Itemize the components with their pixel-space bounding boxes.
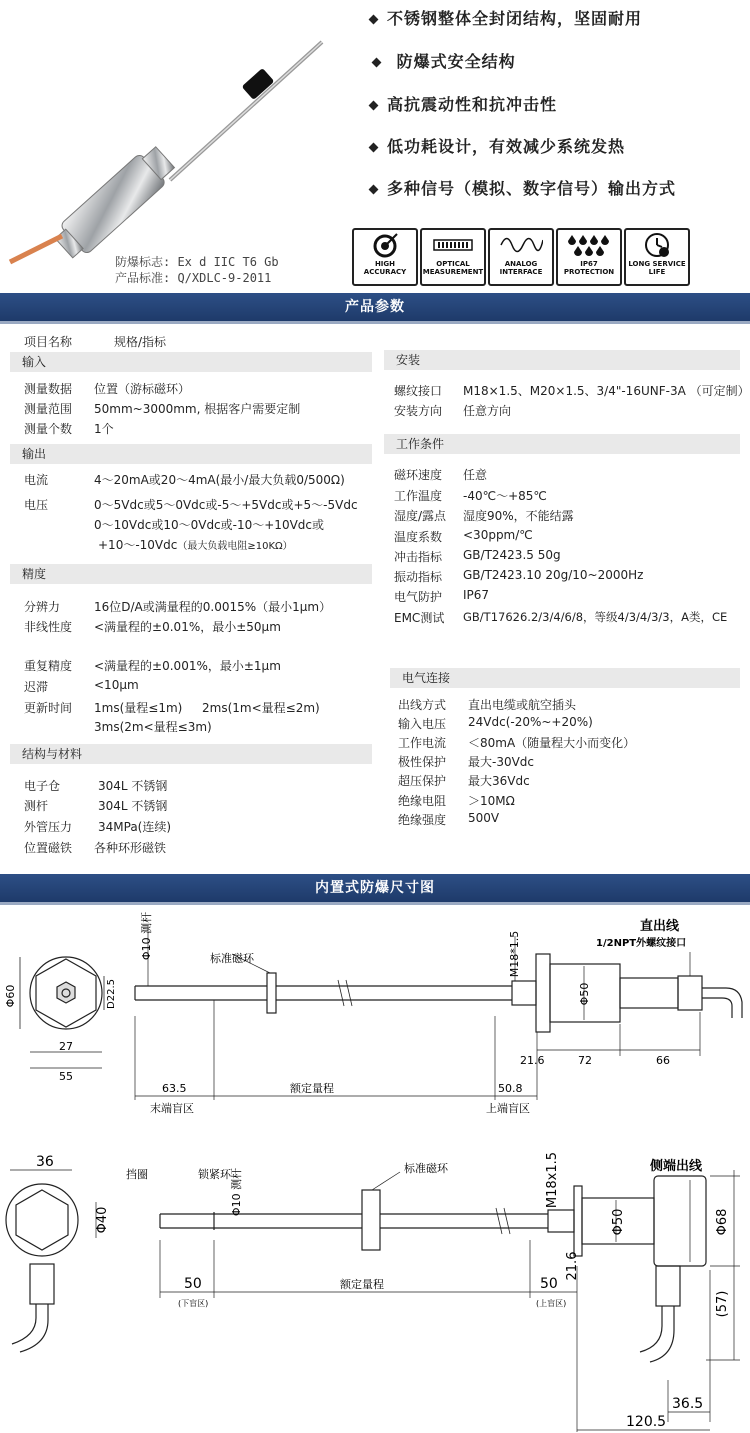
badge-optical-measurement: OPTICAL MEASUREMENT xyxy=(420,228,486,286)
npt-label: 1/2NPT外螺纹接口 xyxy=(596,938,687,949)
product-standard: 产品标准: Q/XDLC-9-2011 xyxy=(115,271,272,285)
feature-item: 多种信号（模拟、数字信号）输出方式 xyxy=(370,176,676,199)
dim-57: (57) xyxy=(715,1290,730,1318)
section-electrical-title: 电气连接 xyxy=(390,668,740,688)
dim-phi40: Φ40 xyxy=(95,1206,110,1234)
spec-value: +10～-10Vdc（最大负载电阻≥10KΩ） xyxy=(98,538,293,552)
ruler-icon xyxy=(433,237,473,253)
dim-50-8: 50.8 xyxy=(498,1082,523,1095)
spec-value: M18×1.5、M20×1.5、3/4"-16UNF-3A （可定制） xyxy=(463,384,750,398)
spec-value: 304L 不锈钢 xyxy=(98,799,168,813)
dead-zone-end: 末端盲区 xyxy=(150,1102,194,1115)
spec-label: 超压保护 xyxy=(398,774,447,788)
spec-label: 工作电流 xyxy=(398,736,447,750)
spec-value: 直出电缆或航空插头 xyxy=(468,698,577,712)
dim-50-upper: 50 xyxy=(540,1276,558,1292)
spec-label: 输入电压 xyxy=(398,717,447,731)
dimensions-band: 内置式防爆尺寸图 xyxy=(0,874,750,902)
badge-high-accuracy: HIGH ACCURACY xyxy=(352,228,418,286)
params-band: 产品参数 xyxy=(0,293,750,321)
end-view-flange-2 xyxy=(6,1184,78,1256)
spec-label: 冲击指标 xyxy=(394,550,443,564)
spec-label: 极性保护 xyxy=(398,755,447,769)
spec-label: 测量个数 xyxy=(24,422,73,436)
feature-item: 不锈钢整体全封闭结构，坚固耐用 xyxy=(370,6,642,29)
section-install-title: 安装 xyxy=(384,350,740,370)
spec-value: <10μm xyxy=(94,678,139,692)
spec-value: GB/T2423.10 20g/10~2000Hz xyxy=(463,568,644,582)
electronics-housing-2 xyxy=(654,1176,706,1266)
badge-long-service-life: LONG SERVICE LIFE xyxy=(624,228,690,286)
spec-value: 24Vdc(-20%~+20%) xyxy=(468,715,593,729)
spec-label: 磁环速度 xyxy=(394,468,443,482)
spec-label: 测量数据 xyxy=(24,382,73,396)
diamond-bullet-icon xyxy=(369,185,379,195)
diamond-bullet-icon xyxy=(369,143,379,153)
spec-label: 电流 xyxy=(24,473,49,487)
dim-d22-5: D22.5 xyxy=(106,979,117,1009)
rated-range-1: 额定量程 xyxy=(290,1082,334,1095)
dim-120-5: 120.5 xyxy=(626,1414,667,1430)
section-material-title: 结构与材料 xyxy=(10,744,372,764)
product-hero xyxy=(0,0,750,292)
spec-label: 绝缘强度 xyxy=(398,813,447,827)
target-icon xyxy=(372,232,398,258)
spec-value: 34MPa(连续) xyxy=(98,820,172,834)
spec-value: 位置（游标磁环） xyxy=(94,382,191,396)
magnet-label-2: 标准磁环 xyxy=(404,1162,448,1175)
spec-label: 分辨力 xyxy=(24,600,61,614)
lock-ring-label: 锁紧环 xyxy=(198,1168,231,1181)
feature-item: 防爆式安全结构 xyxy=(373,49,516,72)
drawing2-title: 侧端出线 xyxy=(650,1159,703,1174)
spec-value: 任意方向 xyxy=(463,404,512,418)
rod-label: Φ10 测杆 xyxy=(140,911,153,961)
magnet-label: 标准磁环 xyxy=(210,952,254,965)
end-view-nut xyxy=(57,982,75,1003)
spec-value: 4～20mA或20～4mA(最小/最大负载0/500Ω) xyxy=(94,473,345,487)
spec-value: 3ms(2m<量程≤3m) xyxy=(94,720,212,734)
header-spec: 规格/指标 xyxy=(114,335,167,349)
spec-label: 电子仓 xyxy=(24,779,61,793)
stop-ring-label: 挡圈 xyxy=(126,1168,148,1181)
dim-21-6-2: 21.6 xyxy=(565,1251,580,1281)
gland-1 xyxy=(678,976,702,1010)
spec-label: 湿度/露点 xyxy=(394,509,447,523)
explosion-proof-mark: 防爆标志: Ex d IIC T6 Gb xyxy=(115,255,279,269)
spec-value: 0～10Vdc或10～0Vdc或-10～+10Vdc或 xyxy=(94,518,325,532)
dim-phi50-2: Φ50 xyxy=(611,1208,626,1236)
section-input-title: 输入 xyxy=(10,352,372,372)
spec-value: 最大36Vdc xyxy=(468,774,530,788)
spec-value: 304L 不锈钢 xyxy=(98,779,168,793)
rod-label-2: Φ10 测杆 xyxy=(230,1167,243,1217)
flange-1 xyxy=(536,954,550,1032)
drawing-side-cable xyxy=(0,1140,750,1432)
section-output-title: 输出 xyxy=(10,444,372,464)
section-precision-title: 精度 xyxy=(10,564,372,584)
spec-value: 2ms(1m<量程≤2m) xyxy=(202,701,320,715)
spec-label: 螺纹接口 xyxy=(394,384,443,398)
spec-label: 位置磁铁 xyxy=(24,841,73,855)
spec-value: 1ms(量程≤1m) xyxy=(94,701,183,715)
dim-phi68: Φ68 xyxy=(715,1208,730,1236)
spec-value: 50mm~3000mm, 根据客户需要定制 xyxy=(94,402,301,416)
dim-72: 72 xyxy=(578,1054,592,1067)
spec-label: 绝缘电阻 xyxy=(398,794,447,808)
sine-wave-icon xyxy=(499,234,543,256)
spec-value: 0～5Vdc或5～0Vdc或-5～+5Vdc或+5～-5Vdc xyxy=(94,498,358,512)
water-drops-icon xyxy=(566,233,612,257)
spec-value: 湿度90%，不能结露 xyxy=(463,509,574,523)
spec-label: 迟滞 xyxy=(24,680,49,694)
spec-value: 任意 xyxy=(463,468,488,482)
spec-value: ＞10MΩ xyxy=(468,794,515,808)
dim-36-5: 36.5 xyxy=(672,1396,704,1412)
spec-value: GB/T17626.2/3/4/6/8，等级4/3/4/3/3，A类，CE xyxy=(463,610,728,624)
spec-value: <满量程的±0.01%，最小±50μm xyxy=(94,620,281,634)
spec-value: <30ppm/℃ xyxy=(463,528,533,542)
sensor-photo xyxy=(0,0,340,292)
spec-value: 各种环形磁铁 xyxy=(94,841,167,855)
dim-phi50: Φ50 xyxy=(578,982,591,1006)
rated-range-2: 额定量程 xyxy=(340,1278,384,1291)
spec-label: 测量范围 xyxy=(24,402,73,416)
dead-zone-top: 上端盲区 xyxy=(486,1102,530,1115)
spec-value: <满量程的±0.001%，最小±1μm xyxy=(94,659,281,673)
spec-label: 测杆 xyxy=(24,799,49,813)
spec-label: 更新时间 xyxy=(24,701,73,715)
spec-label: 出线方式 xyxy=(398,698,447,712)
spec-value: 500V xyxy=(468,811,500,825)
diamond-bullet-icon xyxy=(372,58,382,68)
header-name: 项目名称 xyxy=(24,335,73,349)
end-view-hex-2 xyxy=(16,1190,68,1250)
spec-label: 工作温度 xyxy=(394,489,443,503)
spec-value: -40℃～+85℃ xyxy=(463,489,547,503)
magnet-ring-1 xyxy=(267,973,276,1013)
spec-label: 重复精度 xyxy=(24,659,73,673)
spec-label: 安装方向 xyxy=(394,404,443,418)
dim-27: 27 xyxy=(59,1040,73,1053)
spec-label: 电压 xyxy=(24,498,49,512)
spec-label: 外管压力 xyxy=(24,820,73,834)
side-gland-right xyxy=(656,1266,680,1306)
dim-phi60: Φ60 xyxy=(4,984,17,1008)
section-conditions-title: 工作条件 xyxy=(384,434,740,454)
spec-label: 振动指标 xyxy=(394,570,443,584)
badge-ip67: IP67 PROTECTION xyxy=(556,228,622,286)
dim-55: 55 xyxy=(59,1070,73,1083)
spec-value: ＜80mA（随量程大小而变化） xyxy=(468,736,636,750)
spec-value: 最大-30Vdc xyxy=(468,755,535,769)
drawing1-title: 直出线 xyxy=(640,919,680,934)
dim-21-6: 21.6 xyxy=(520,1054,545,1067)
badge-analog-interface: ANALOG INTERFACE xyxy=(488,228,554,286)
feature-item: 高抗震动性和抗冲击性 xyxy=(370,92,557,115)
clock-icon xyxy=(643,231,671,259)
lower-dead-zone: (下盲区) xyxy=(178,1299,209,1308)
upper-dead-zone: (上盲区) xyxy=(536,1299,567,1308)
spec-label: EMC测试 xyxy=(394,611,445,625)
spec-label: 电气防护 xyxy=(394,590,443,604)
spec-label: 温度系数 xyxy=(394,530,443,544)
magnet-ring-2 xyxy=(362,1190,380,1250)
dim-63-5: 63.5 xyxy=(162,1082,187,1095)
spec-value: 16位D/A或满量程的0.0015%（最小1μm） xyxy=(94,600,332,614)
spec-value: 1个 xyxy=(94,422,114,436)
flange-2 xyxy=(574,1186,582,1256)
dim-66: 66 xyxy=(656,1054,670,1067)
diamond-bullet-icon xyxy=(369,15,379,25)
thread-label-2: M18x1.5 xyxy=(545,1151,560,1209)
thread-label: M18*1.5 xyxy=(508,930,521,978)
feature-item: 低功耗设计，有效减少系统发热 xyxy=(370,134,625,157)
diamond-bullet-icon xyxy=(369,101,379,111)
spec-value: IP67 xyxy=(463,588,490,602)
dim-50-lower: 50 xyxy=(184,1276,202,1292)
spec-label: 非线性度 xyxy=(24,620,73,634)
spec-value: GB/T2423.5 50g xyxy=(463,548,561,562)
dim-36: 36 xyxy=(36,1154,54,1170)
side-gland-left xyxy=(30,1264,54,1304)
drawing-direct-cable xyxy=(0,906,750,1130)
